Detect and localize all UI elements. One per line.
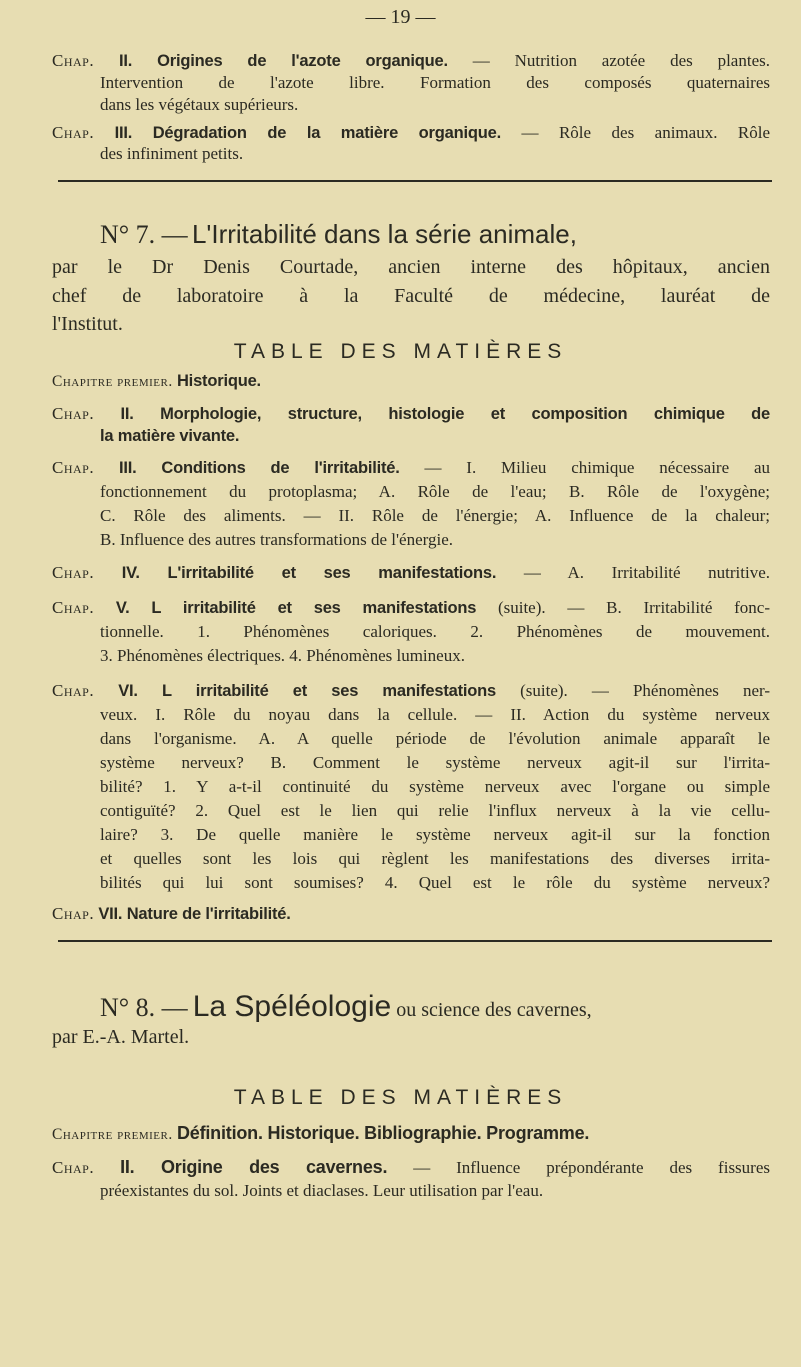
n7-chapter-6-line: dans l'organisme. A. A quelle période de l'évolution animale apparaît le xyxy=(100,729,770,748)
prev-chap3: Chap. III. Dégradation de la matière organique. — Rôle des animaux. Rôle xyxy=(52,123,771,142)
n7-chapter-3-line: C. Rôle des aliments. — II. Rôle de l'énergie; A. Influence de la chaleur; xyxy=(100,506,770,525)
n7-chapter-3-line: B. Influence des autres transformations de l'énergie. xyxy=(100,530,454,549)
n7-author: l'Institut. xyxy=(52,313,123,335)
n7-chapter-2: Chap. II. Morphologie, structure, histologie et composition chimique de xyxy=(52,404,771,423)
n7-chapter-6-line: veux. I. Rôle du noyau dans la cellule. — II. Action du système nerveux xyxy=(100,705,770,724)
n7-chapter-6-line: bilités qui lui sont soumises? 4. Quel est le rôle du système nerveux? xyxy=(100,873,770,892)
prev-chap2-line: Intervention de l'azote libre. Formation des composés quaternaires xyxy=(100,73,770,92)
n7-chapter-7: Chap. VII. Nature de l'irritabilité. xyxy=(52,904,291,923)
divider xyxy=(58,940,772,942)
n7-author: chef de laboratoire à la Faculté de médecine, lauréat de xyxy=(52,285,770,307)
n7-chapter-6-line: système nerveux? B. Comment le système nerveux agit-il sur l'irrita- xyxy=(100,753,770,772)
prev-chap3-line: des infiniment petits. xyxy=(100,144,244,163)
page-number: — 19 — xyxy=(365,6,436,28)
n8-chapter-2-line: préexistantes du sol. Joints et diaclases. Leur utilisation par l'eau. xyxy=(100,1181,544,1200)
n7-chapter-6-line: contiguïté? 2. Quel est le lien qui relie l'influx nerveux à la vie cellu- xyxy=(100,801,770,820)
n7-chapter-3-line: fonctionnement du protoplasma; A. Rôle de l'eau; B. Rôle de l'oxygène; xyxy=(100,482,770,501)
n7-chapter-5: Chap. V. L irritabilité et ses manifestations (suite). — B. Irritabilité fonc- xyxy=(52,598,771,617)
divider xyxy=(58,180,772,182)
n7-chapter-6-line: bilité? 1. Y a-t-il continuité du système nerveux avec l'organe ou simple xyxy=(100,777,770,796)
n7-chapter-5-line: tionnelle. 1. Phénomènes caloriques. 2. Phénomènes de mouvement. xyxy=(100,622,770,641)
n7-chapter-6: Chap. VI. L irritabilité et ses manifestations (suite). — Phénomènes ner- xyxy=(52,681,770,700)
n7-chapter-6-line: laire? 3. De quelle manière le système nerveux agit-il sur la fonction xyxy=(100,825,770,844)
prev-chap2-line: dans les végétaux supérieurs. xyxy=(100,95,299,114)
n7-toc-heading: TABLE DES MATIÈRES xyxy=(233,340,568,363)
n8-chapter-2: Chap. II. Origine des cavernes. — Influence prépondérante des fissures xyxy=(52,1157,770,1177)
n7-chapter-4: Chap. IV. L'irritabilité et ses manifestations. — A. Irritabilité nutritive. xyxy=(52,563,770,582)
n8-heading: N° 8. — La Spéléologie ou science des cavernes, xyxy=(100,990,592,1023)
n7-heading: N° 7. — L'Irritabilité dans la série animale, xyxy=(100,219,577,249)
n8-toc-heading: TABLE DES MATIÈRES xyxy=(233,1086,568,1109)
n7-chapter-2-line: la matière vivante. xyxy=(100,427,240,445)
n8-author: par E.-A. Martel. xyxy=(52,1026,190,1048)
n7-author: par le Dr Denis Courtade, ancien interne des hôpitaux, ancien xyxy=(52,256,770,278)
n7-chapter-1: Chapitre premier. Historique. xyxy=(52,372,261,390)
n8-chapter-1: Chapitre premier. Définition. Historique. Bibliographie. Programme. xyxy=(52,1123,590,1143)
n7-chapter-3: Chap. III. Conditions de l'irritabilité. — I. Milieu chimique nécessaire au xyxy=(52,458,770,477)
n7-chapter-5-line: 3. Phénomènes électriques. 4. Phénomènes lumineux. xyxy=(100,646,465,665)
prev-chap2: Chap. II. Origines de l'azote organique. — Nutrition azotée des plantes. xyxy=(52,51,770,70)
n7-chapter-6-line: et quelles sont les lois qui règlent les manifestations des diverses irrita- xyxy=(100,849,770,868)
